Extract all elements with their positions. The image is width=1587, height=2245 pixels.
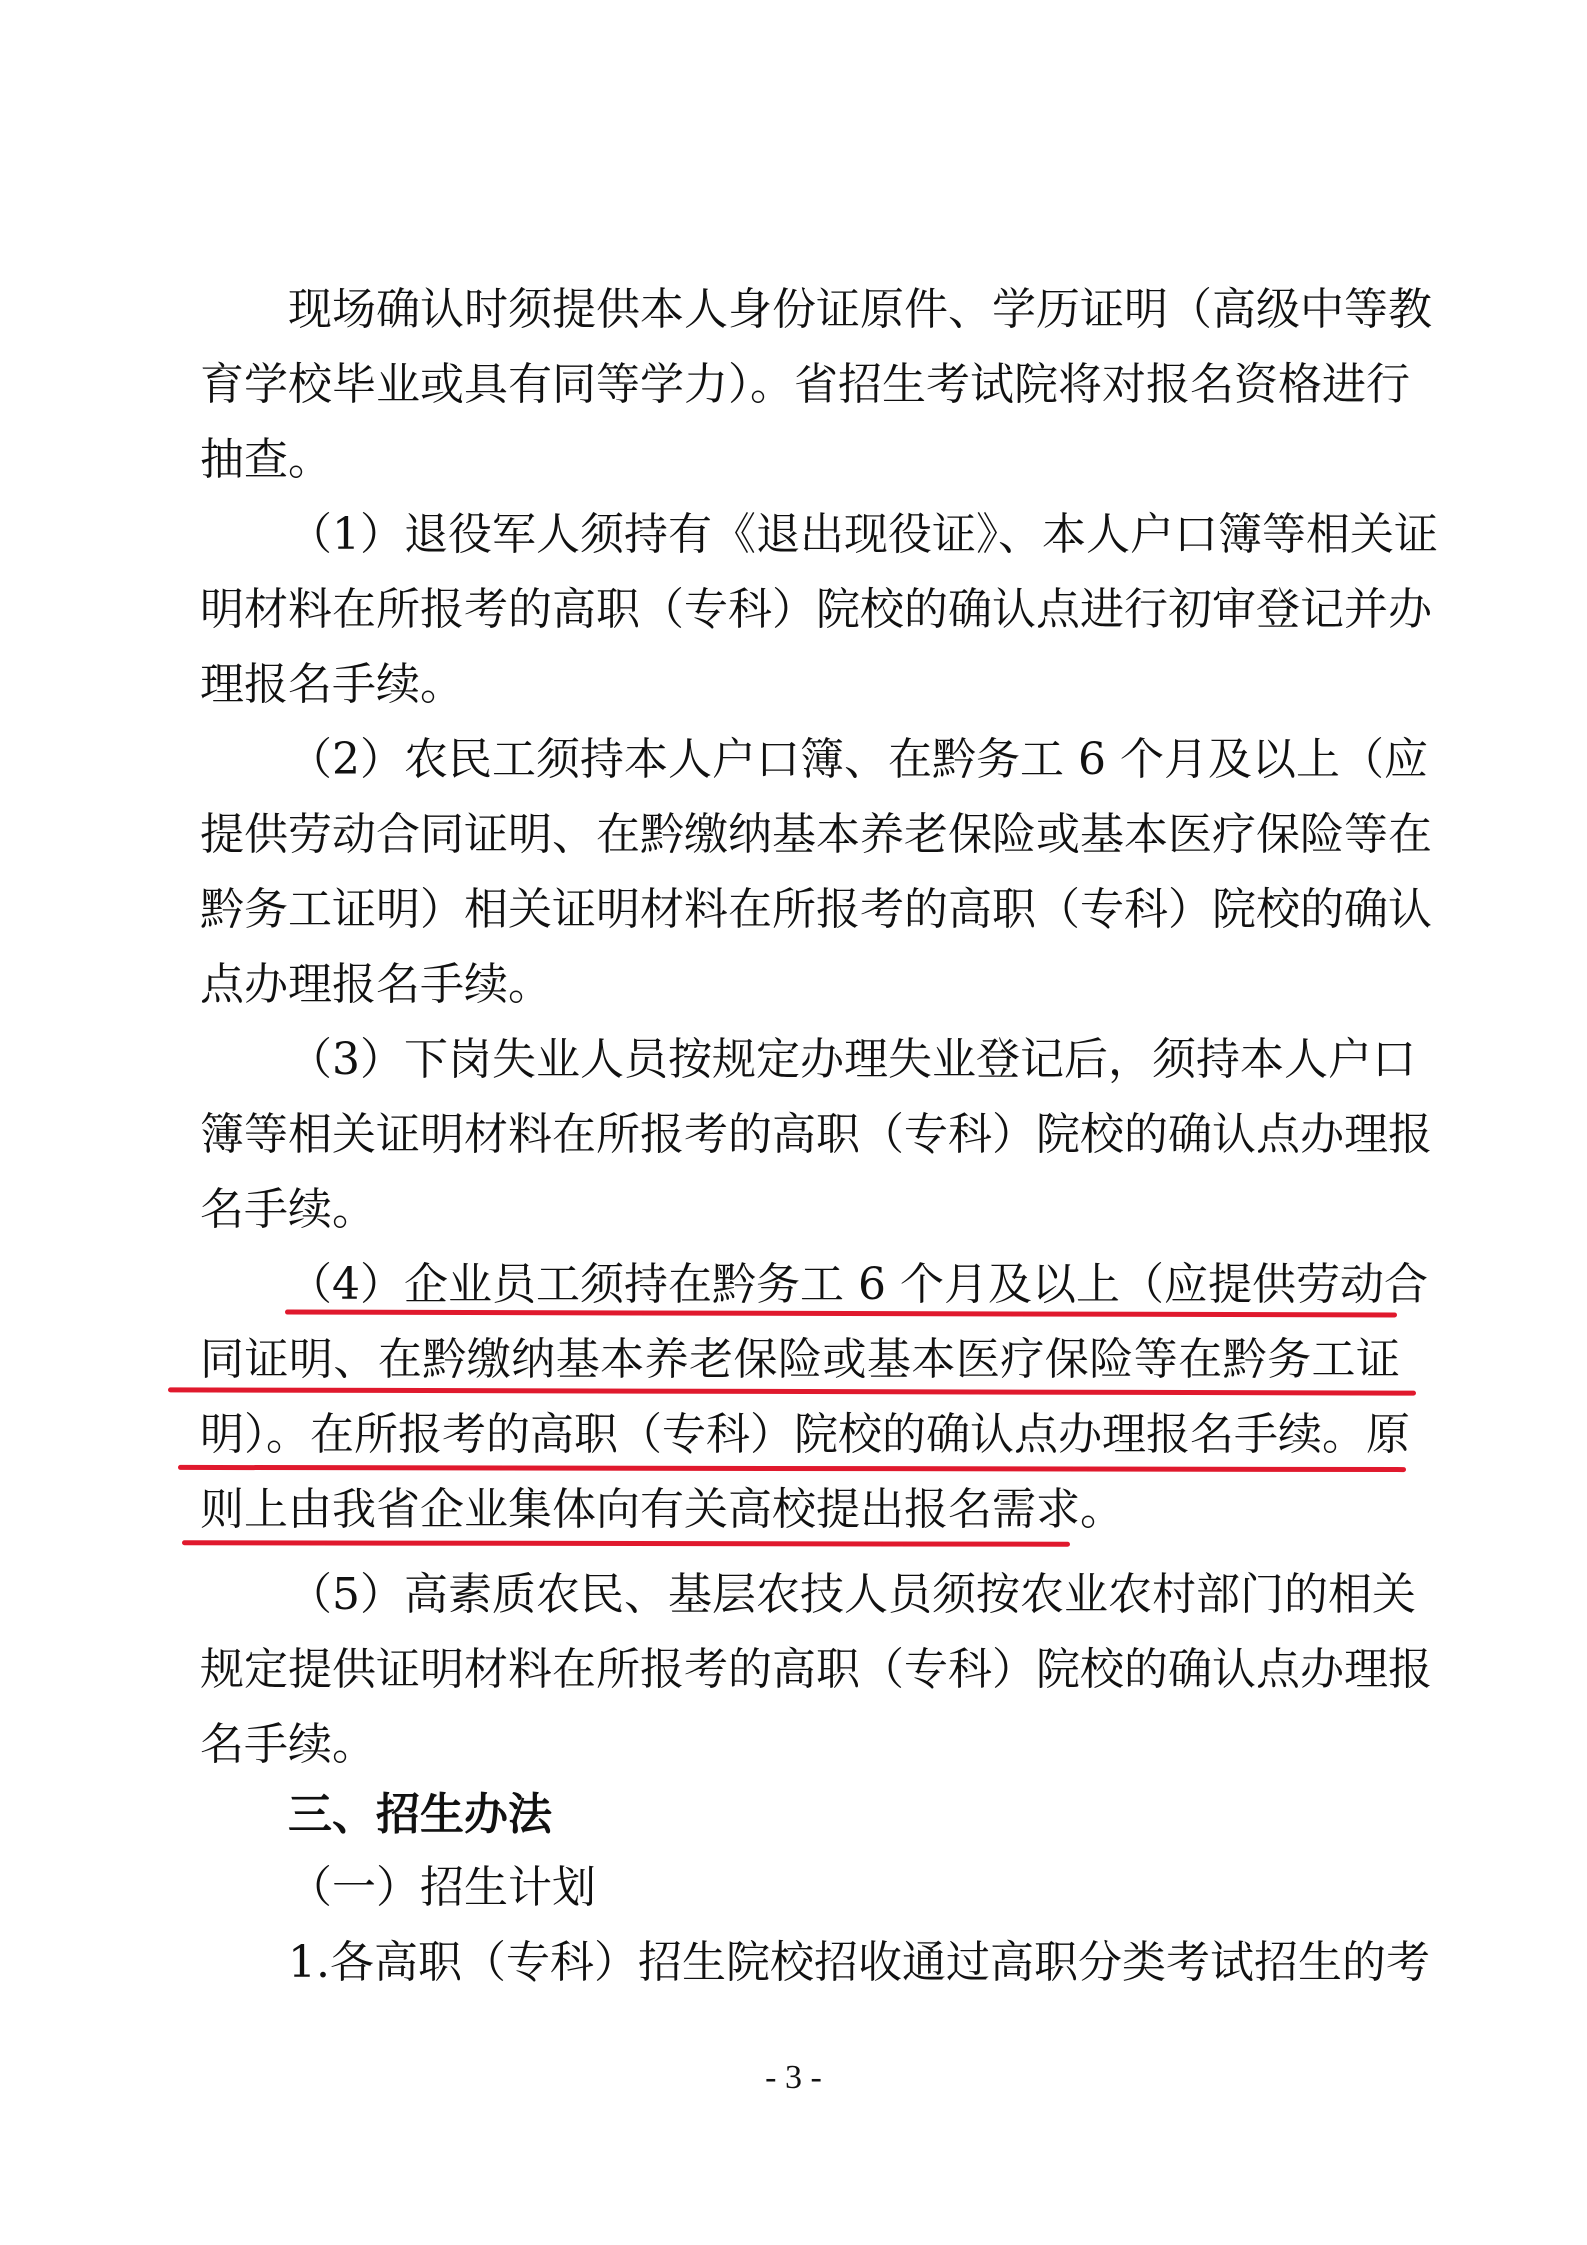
text-line: 规定提供证明材料在所报考的高职（专科）院校的确认点办理报: [200, 1644, 1432, 1695]
text-line: （3）下岗失业人员按规定办理失业登记后，须持本人户口: [288, 1034, 1416, 1085]
text-line: 名手续。: [200, 1184, 376, 1235]
text-line-highlighted: （4）企业员工须持在黔务工 6 个月及以上（应提供劳动合: [288, 1259, 1428, 1310]
text-line: （2）农民工须持本人户口簿、在黔务工 6 个月及以上（应: [288, 734, 1428, 785]
text-line: 提供劳动合同证明、在黔缴纳基本养老保险或基本医疗保险等在: [200, 809, 1432, 860]
text-line: 明材料在所报考的高职（专科）院校的确认点进行初审登记并办: [200, 584, 1432, 635]
text-line: 理报名手续。: [200, 659, 464, 710]
text-line: 1.各高职（专科）招生院校招收通过高职分类考试招生的考: [288, 1937, 1430, 1988]
text-line: 现场确认时须提供本人身份证原件、学历证明（高级中等教: [288, 284, 1432, 335]
text-line-highlighted: 则上由我省企业集体向有关高校提出报名需求。: [200, 1484, 1124, 1535]
subsection-heading: （一）招生计划: [288, 1862, 596, 1913]
text-line: 抽查。: [200, 434, 332, 485]
text-line: 育学校毕业或具有同等学力）。省招生考试院将对报名资格进行: [200, 359, 1410, 410]
text-line: 点办理报名手续。: [200, 959, 552, 1010]
text-line: （5）高素质农民、基层农技人员须按农业农村部门的相关: [288, 1569, 1416, 1620]
text-line: 黔务工证明）相关证明材料在所报考的高职（专科）院校的确认: [200, 884, 1432, 935]
text-line-highlighted: 明）。在所报考的高职（专科）院校的确认点办理报名手续。原: [200, 1409, 1410, 1460]
text-line: 簿等相关证明材料在所报考的高职（专科）院校的确认点办理报: [200, 1109, 1432, 1160]
text-line-highlighted: 同证明、在黔缴纳基本养老保险或基本医疗保险等在黔务工证: [200, 1334, 1400, 1385]
red-underline: [182, 1540, 1070, 1547]
page-number: - 3 -: [765, 2059, 822, 2096]
red-underline: [178, 1465, 1406, 1472]
text-line: 名手续。: [200, 1719, 376, 1770]
text-line: （1）退役军人须持有《退出现役证》、本人户口簿等相关证: [288, 509, 1438, 560]
section-heading: 三、招生办法: [288, 1789, 552, 1840]
